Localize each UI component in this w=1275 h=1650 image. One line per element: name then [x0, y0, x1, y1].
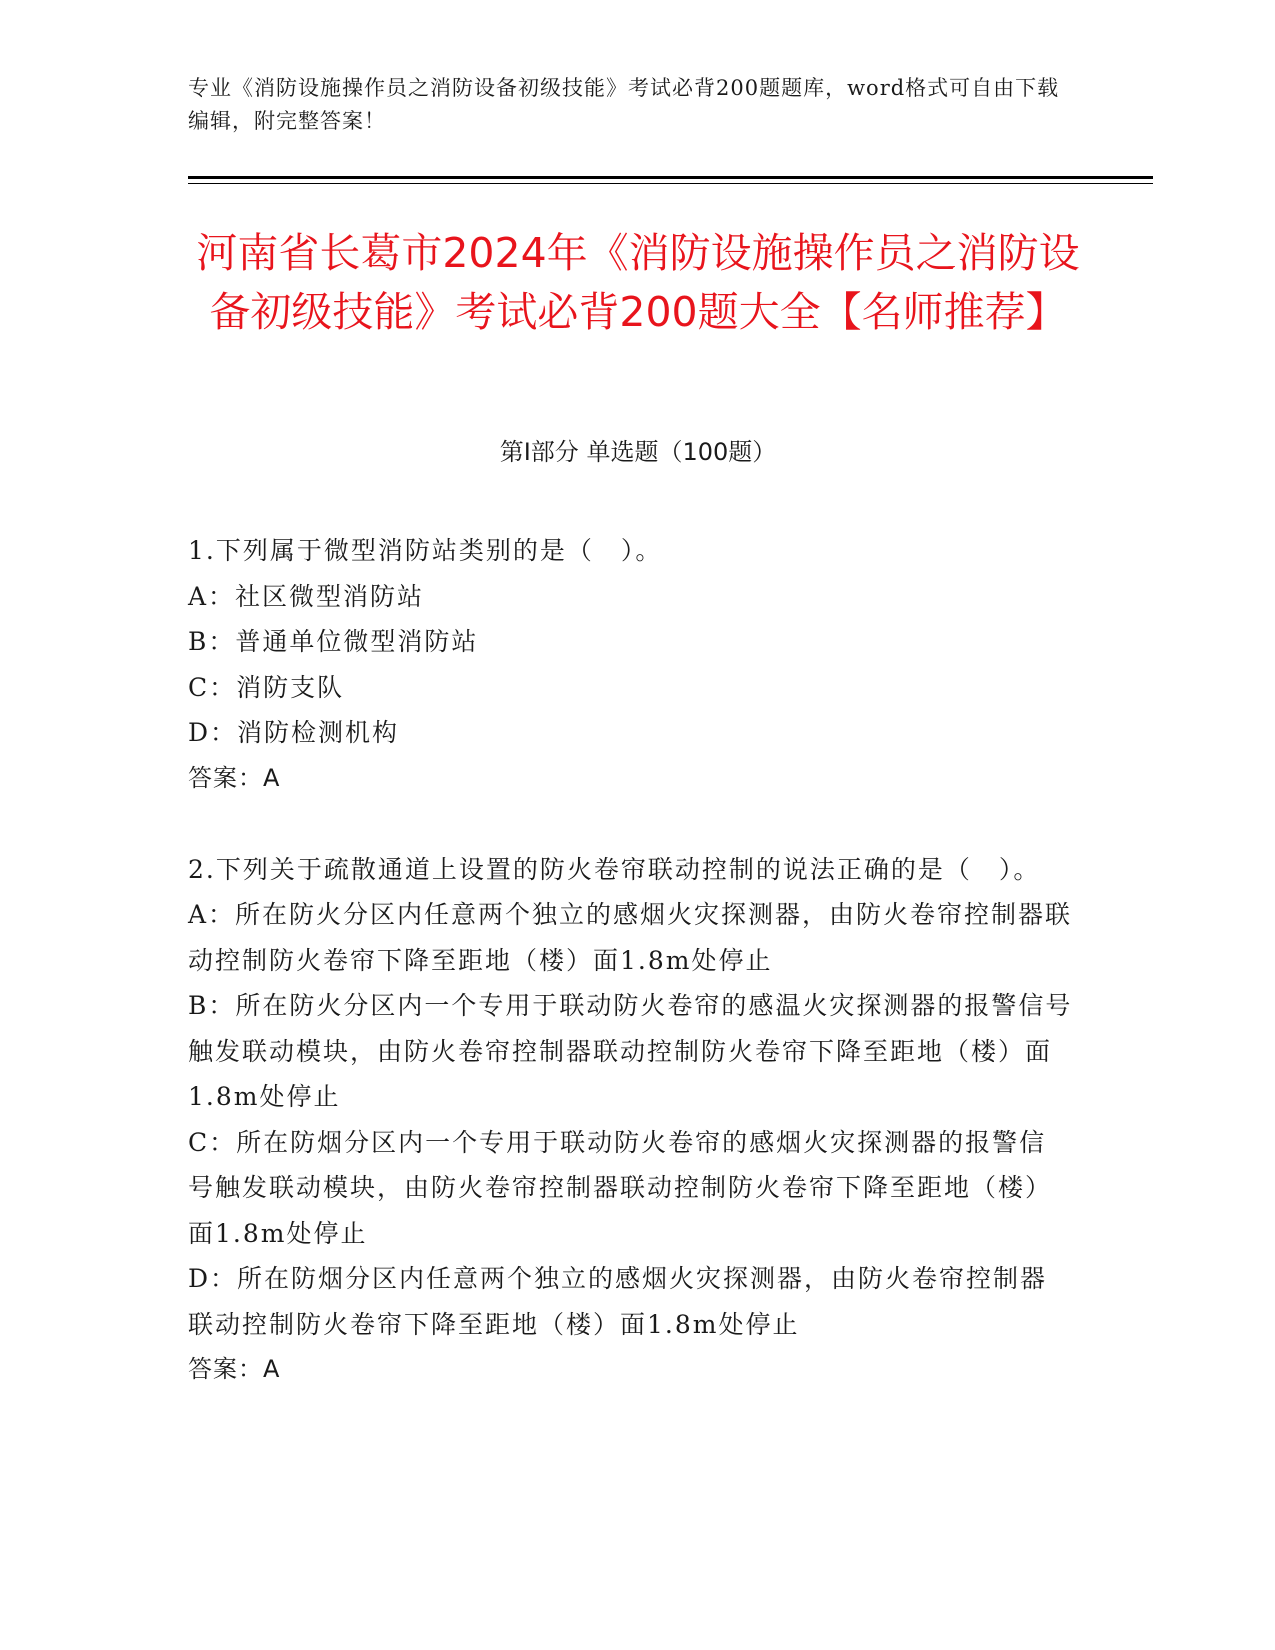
- document-title: 河南省长葛市2024年《消防设施操作员之消防设备初级技能》考试必背200题大全【名师推荐】: [196, 229, 1080, 336]
- question-list: [188, 528, 1073, 1438]
- answer-line: 答案：A: [188, 1355, 281, 1383]
- option-b: B：普通单位微型消防站: [188, 627, 479, 656]
- answer-line: 答案：A: [188, 763, 281, 792]
- option-a: A：所在防火分区内任意两个独立的感烟火灾探测器，由防火卷帘控制器联动控制防火卷帘下降至距地（楼）面1.8m处停止: [188, 900, 1073, 975]
- header-note: 专业《消防设施操作员之消防设备初级技能》考试必背200题题库，word格式可自由下载编辑，附完整答案！: [188, 76, 1060, 133]
- question-1: [188, 528, 1073, 801]
- option-d: D：所在防烟分区内任意两个独立的感烟火灾探测器，由防火卷帘控制器联动控制防火卷帘下降至距地（楼）面1.8m处停止: [188, 1264, 1048, 1339]
- option-c: C：消防支队: [188, 672, 345, 702]
- question-2: [188, 847, 1073, 1393]
- section-heading: 第Ⅰ部分 单选题（100题）: [499, 438, 777, 466]
- question-stem: 1.下列属于微型消防站类别的是（ ）。: [188, 536, 663, 565]
- header-rule-thick: [188, 176, 1153, 179]
- question-stem: 2.下列关于疏散通道上设置的防火卷帘联动控制的说法正确的是（ ）。: [188, 854, 1041, 884]
- option-a: A：社区微型消防站: [188, 581, 425, 611]
- option-c: C：所在防烟分区内一个专用于联动防火卷帘的感烟火灾探测器的报警信号触发联动模块，由防火卷帘控制器联动控制防火卷帘下降至距地（楼）面1.8m处停止: [188, 1127, 1053, 1248]
- option-d: D：消防检测机构: [188, 718, 400, 747]
- header-rule-thin: [188, 183, 1153, 184]
- option-b: B：所在防火分区内一个专用于联动防火卷帘的感温火灾探测器的报警信号触发联动模块，由防火卷帘控制器联动控制防火卷帘下降至距地（楼）面1.8m处停止: [188, 991, 1073, 1111]
